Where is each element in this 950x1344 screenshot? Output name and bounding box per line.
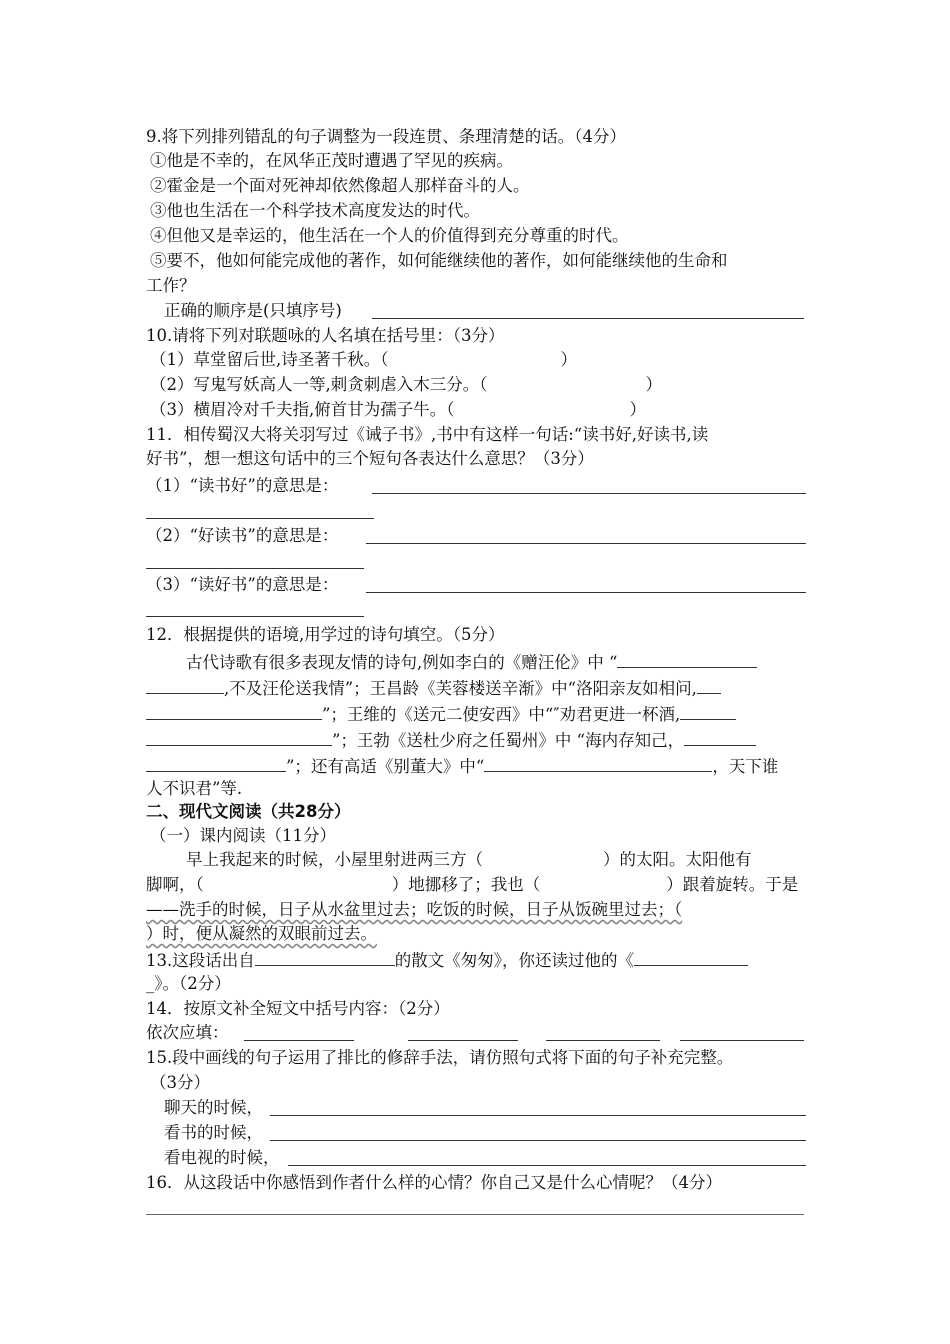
q10-item-1-close: ） xyxy=(560,350,577,369)
q11-item-3: （3）“读好书”的意思是： xyxy=(146,575,339,594)
q12-line-5 xyxy=(146,753,778,777)
section2-subtitle: （一）课内阅读（11分） xyxy=(150,826,336,845)
q12-blank-1[interactable] xyxy=(617,649,757,668)
q13-blank-1[interactable] xyxy=(255,947,395,966)
q16-answer-line[interactable] xyxy=(146,1214,804,1215)
q15-item-1: 聊天的时候， xyxy=(164,1098,263,1117)
q13-blank-2[interactable] xyxy=(634,947,748,966)
q11-title-line1: 11．相传蜀汉大将关羽写过《诫子书》,书中有这样一句话:“读书好,好读书,读 xyxy=(146,425,709,444)
q9-answer-line[interactable] xyxy=(372,318,804,319)
q10-item-3-text: （3）横眉冷对千夫指,俯首甘为孺子牛。（ xyxy=(150,400,455,419)
q9-answer-label: 正确的顺序是(只填序号) xyxy=(164,301,342,320)
q13-cont: _》。（2分） xyxy=(146,974,231,993)
q12-line-2-text: ,不及汪伦送我情”；王昌龄《芙蓉楼送辛渐》中“洛阳亲友如相问, xyxy=(224,679,697,698)
q11-item-2: （2）“好读书”的意思是： xyxy=(146,526,339,545)
q14-blank-1[interactable] xyxy=(244,1040,354,1041)
passage-line-3-text: ——洗手的时候，日子从水盆里过去；吃饭的时候，日子从饭碗里过去；（ xyxy=(146,900,683,919)
q15-item-3: 看电视的时候， xyxy=(164,1148,280,1167)
q10-item-2-text: （2）写鬼写妖高人一等,刺贪刺虐入木三分。（ xyxy=(150,375,488,394)
q15-answer-line-1[interactable] xyxy=(270,1115,806,1116)
q12-blank-3-cont[interactable] xyxy=(146,727,332,746)
q10-item-2 xyxy=(150,373,662,397)
q10-item-1-text: （1）草堂留后世,诗圣著千秋。（ xyxy=(150,350,389,369)
q13-a: 13.这段话出自 xyxy=(146,951,255,970)
q11-answer-line-1b[interactable] xyxy=(146,518,374,519)
q9-item-3: ③他也生活在一个科学技术高度发达的时代。 xyxy=(150,201,480,220)
q12-blank-2[interactable] xyxy=(697,675,721,694)
q12-line-1 xyxy=(186,649,757,673)
q11-item-1: （1）“读书好”的意思是： xyxy=(146,476,339,495)
q10-item-1 xyxy=(150,348,577,372)
q10-item-3 xyxy=(150,398,646,422)
q11-answer-line-1[interactable] xyxy=(372,493,806,494)
q12-title: 12．根据提供的语境,用学过的诗句填空。（5分） xyxy=(146,625,505,644)
q9-item-5-cont: 工作？ xyxy=(146,276,196,295)
passage-line-4-text: ）时，便从凝然的双眼前过去。 xyxy=(146,924,377,943)
passage-line-2-b: ）地挪移了；我也（ xyxy=(391,875,541,894)
q9-title: 9.将下列排列错乱的句子调整为一段连贯、条理清楚的话。（4分） xyxy=(146,127,626,146)
q15-answer-line-2[interactable] xyxy=(270,1140,806,1141)
q14-blank-4[interactable] xyxy=(680,1040,804,1041)
section2-title: 二、现代文阅读（共28分） xyxy=(146,802,351,821)
q9-item-5: ⑤要不，他如何能完成他的著作，如何能继续他的著作，如何能继续他的生命和 xyxy=(150,251,728,270)
q15-item-2: 看书的时候， xyxy=(164,1123,263,1142)
passage-line-2-a: 脚啊，（ xyxy=(146,875,204,894)
q12-blank-2-cont[interactable] xyxy=(146,701,322,720)
passage-line-4 xyxy=(146,922,377,946)
q10-item-3-close: ） xyxy=(629,400,646,419)
q14-title: 14．按原文补全短文中括号内容：（2分） xyxy=(146,999,450,1018)
q12-line-6: 人不识君”等. xyxy=(146,779,243,798)
q12-line-4 xyxy=(146,727,756,751)
q10-item-2-close: ） xyxy=(645,375,662,394)
q11-answer-line-2b[interactable] xyxy=(146,568,364,569)
q11-title-line2: 好书”，想一想这句话中的三个短句各表达什么意思？（3分） xyxy=(146,449,594,468)
q12-blank-4-cont[interactable] xyxy=(146,753,286,772)
q14-blank-3[interactable] xyxy=(546,1040,660,1041)
q14-label: 依次应填： xyxy=(146,1023,229,1042)
q12-line-2 xyxy=(146,675,721,699)
q9-item-4: ④但他又是幸运的，他生活在一个人的价值得到充分尊重的时代。 xyxy=(150,226,629,245)
passage-line-2-c: ）跟着旋转。于是 xyxy=(666,875,799,894)
q15-score: （3分） xyxy=(150,1073,210,1092)
q13-b: 的散文《匆匆》，你还读过他的《 xyxy=(394,951,634,970)
q13 xyxy=(146,947,748,971)
q12-line-5-text-a: ”；还有高适《别董大》中“ xyxy=(286,757,485,776)
q15-title: 15.段中画线的句子运用了排比的修辞手法，请仿照句式将下面的句子补充完整。 xyxy=(146,1048,734,1067)
q12-line-1-text: 古代诗歌有很多表现友情的诗句,例如李白的《赠汪伦》中 “ xyxy=(186,653,618,672)
passage-line-3 xyxy=(146,898,682,922)
q12-blank-3[interactable] xyxy=(680,701,736,720)
q11-answer-line-3b[interactable] xyxy=(146,616,364,617)
q12-blank-5[interactable] xyxy=(484,753,712,772)
q11-answer-line-3[interactable] xyxy=(366,592,806,593)
passage-line-1 xyxy=(186,848,752,872)
q12-blank-4[interactable] xyxy=(684,727,756,746)
q9-item-1: ①他是不幸的，在风华正茂时遭遇了罕见的疾病。 xyxy=(150,151,513,170)
q16-title: 16．从这段话中你感悟到作者什么样的心情？你自己又是什么心情呢？（4分） xyxy=(146,1173,722,1192)
passage-line-2 xyxy=(146,873,798,897)
q12-line-5-text-b: ，天下谁 xyxy=(712,757,779,776)
q14-blank-2[interactable] xyxy=(408,1040,518,1041)
passage-line-1-b: ）的太阳。太阳他有 xyxy=(603,850,752,869)
q9-item-2: ②霍金是一个面对死神却依然像超人那样奋斗的人。 xyxy=(150,176,530,195)
q12-blank-1-cont[interactable] xyxy=(146,675,224,694)
q12-line-4-text: ”；王勃《送杜少府之任蜀州》中 “海内存知己， xyxy=(332,731,685,750)
q12-line-3-text: ”；王维的《送元二使安西》中“″劝君更进一杯酒, xyxy=(322,705,681,724)
q12-line-3 xyxy=(146,701,736,725)
q15-answer-line-3[interactable] xyxy=(288,1165,806,1166)
q11-answer-line-2[interactable] xyxy=(366,543,806,544)
q10-title: 10.请将下列对联题咏的人名填在括号里：（3分） xyxy=(146,326,505,345)
passage-line-1-a: 早上我起来的时候，小屋里射进两三方（ xyxy=(186,850,483,869)
